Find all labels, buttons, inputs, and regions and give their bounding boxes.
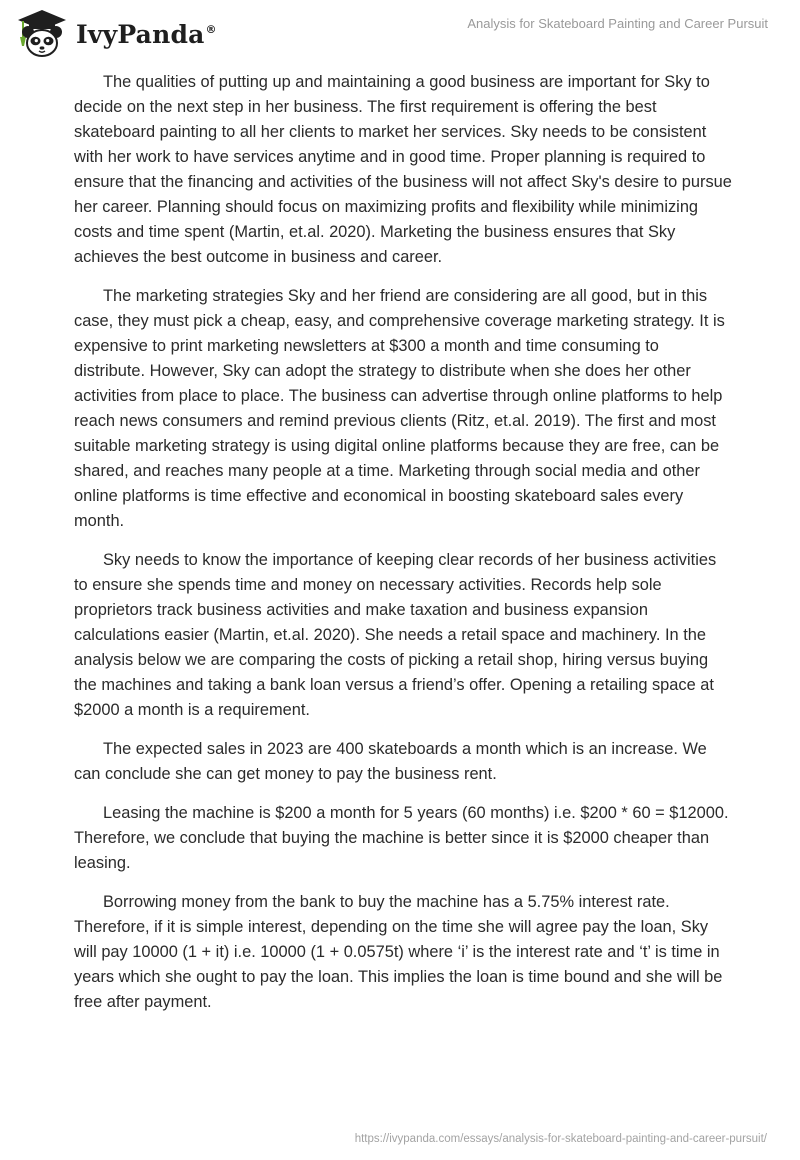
paragraph: Borrowing money from the bank to buy the machine has a 5.75% interest rate. Therefore, if it is simple interest, depending on the time she will agree pay the loan, Sky will pay 10000 (1 + it) i.e. 10000 (1 + 0.0575t) where ‘i’ is the interest rate and ‘t’ is time in years which she ought to pay the loan. This implies the loan is time bound and she will be free after payment. xyxy=(74,893,723,1011)
page-header xyxy=(0,0,800,70)
source-url-link[interactable]: https://ivypanda.com/essays/analysis-for-skateboard-painting-and-career-pursuit/ xyxy=(354,1133,767,1145)
document-title: Analysis for Skateboard Painting and Career Pursuit xyxy=(467,16,768,31)
paragraph: The expected sales in 2023 are 400 skateboards a month which is an increase. We can conclude she can get money to pay the business rent. xyxy=(74,740,707,783)
registered-mark: ® xyxy=(205,23,217,37)
panda-graduation-cap-icon xyxy=(14,6,70,62)
essay-body xyxy=(74,70,734,1029)
ivypanda-logo[interactable] xyxy=(14,6,217,62)
paragraph: The qualities of putting up and maintaining a good business are important for Sky to decide on the next step in her business. The first requirement is offering the best skateboard painting to all her clients to market her services. Sky needs to be consistent with her work to have services anytime and in good time. Proper planning is required to ensure that the financing and activities of the business will not affect Sky's desire to pursue her career. Planning should focus on maximizing profits and flexibility while minimizing costs and time spent (Martin, et.al. 2020). Marketing the business ensures that Sky achieves the best outcome in business and career. xyxy=(74,73,732,266)
paragraph: The marketing strategies Sky and her friend are considering are all good, but in this case, they must pick a cheap, easy, and comprehensive coverage marketing strategy. It is expensive to print marketing newsletters at $300 a month and time consuming to distribute. However, Sky can adopt the strategy to distribute when she does her other activities from place to place. The business can advertise through online platforms to help reach news consumers and remind previous clients (Ritz, et.al. 2019). The first and most suitable marketing strategy is using digital online platforms because they are free, can be shared, and reaches many people at a time. Marketing through social media and other online platforms is time effective and economical in boosting skateboard sales every month. xyxy=(74,287,725,530)
paragraph: Sky needs to know the importance of keeping clear records of her business activities to ensure she spends time and money on necessary activities. Records help sole proprietors track business activities and make taxation and business expansion calculations easier (Martin, et.al. 2020). She needs a retail space and machinery. In the analysis below we are comparing the costs of picking a retail shop, hiring versus buying the machines and taking a bank loan versus a friend’s offer. Opening a retailing space at $2000 a month is a requirement. xyxy=(74,551,717,719)
paragraph: Leasing the machine is $200 a month for 5 years (60 months) i.e. $200 * 60 = $12000. Therefore, we conclude that buying the machine is better since it is $2000 cheaper than leasing. xyxy=(74,804,729,872)
brand-name: IvyPanda® xyxy=(76,19,217,49)
